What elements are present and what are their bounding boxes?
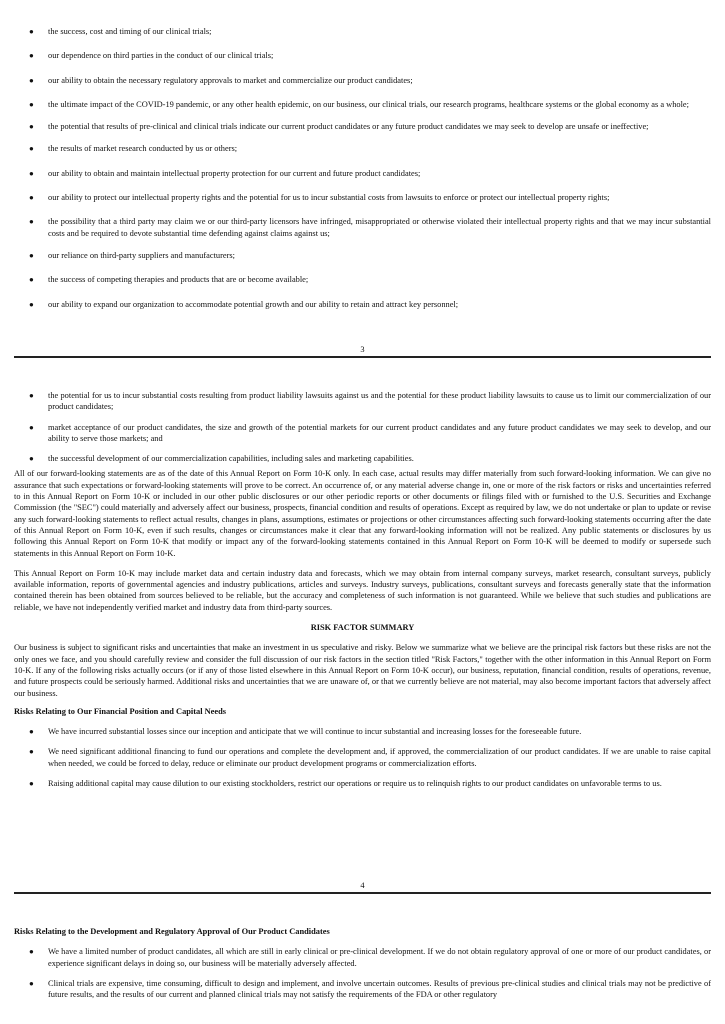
subsection-heading: Risks Relating to the Development and Regulatory Approval of Our Product Candidates [14,927,330,936]
list-item: ● We have a limited number of product candidates, all which are still in early clinical or pre-clinical development. If we do not obtain regulatory approval of one or more of our product candidates, or experience significant delays in doing so, our business will be materially adversely affected. [29,947,711,968]
summary-paragraph: Our business is subject to significant risks and uncertainties that make an investment in us speculative and risky. Below we summarize what we believe are the principal risk factors but these risks are not the only ones we face, and you should carefully review and consider the full discussion of our risk factors in the section titled "Risk Factors," together with the other information in this Annual Report on Form 10-K. If any of the following risks actually occurs (or if any of those listed elsewhere in this Annual Report on Form 10-K occur), our business, reputation, financial condition, results of operations, revenue, and future prospects could be seriously harmed. Additional risks and uncertainties that we are unaware of, or that we currently believe are not material, may also become important factors that adversely affect our business. [14,643,711,698]
bullet-icon: ● [29,747,34,757]
bullet-icon: ● [29,422,34,432]
list-item: ● our reliance on third-party suppliers and manufacturers; [29,250,235,260]
list-item: ● the potential that results of pre-clinical and clinical trials indicate our current product candidates or any future product candidates we may seek to develop are unsafe or ineffective; [29,122,649,132]
bullet-icon: ● [29,217,34,227]
bullet-icon: ● [29,727,34,737]
list-item: ● We need significant additional financing to fund our operations and complete the development and, if approved, the commercialization of our product candidates. If we are unable to raise capital when needed, we could be forced to delay, reduce or eliminate our product development programs or commercialization efforts. [29,747,711,768]
list-item: ● the success, cost and timing of our clinical trials; [29,27,212,36]
page-number: 4 [360,881,365,890]
page-divider [14,356,711,358]
bullet-icon: ● [29,947,34,957]
list-item: ● We have incurred substantial losses since our inception and anticipate that we will continue to incur substantial and increasing losses for the foreseeable future. [29,727,582,737]
bullet-icon: ● [29,391,34,400]
bullet-icon: ● [29,27,34,36]
bullet-icon: ● [29,193,34,203]
page-3-content [14,26,711,310]
market-data-paragraph: This Annual Report on Form 10-K may include market data and certain industry data and forecasts, which we may obtain from internal company surveys, market research, consultant surveys, publicly available information, reports of governmental agencies and industry publications, articles and surveys. Industry surveys, publications, consultant surveys and forecasts generally state that the information contained therein has been obtained from sources believed to be reliable, but the accuracy and completeness of such information is not guaranteed. While we believe that such studies and publications are reliable, we have not independently verified market and industry data from third-party sources. [14,568,711,612]
forward-looking-paragraph: All of our forward-looking statements are as of the date of this Annual Report on Form 10-K only. In each case, actual results may differ materially from such forward-looking information. We can give no assurance that such expectations or forward-looking statements will prove to be correct. An occurrence of, or any material adverse change in, one or more of the risk factors or risks and uncertainties referred to in this Annual Report on Form 10-K or included in our other public disclosures or our other periodic reports or other documents or filings filed with or furnished to the U.S. Securities and Exchange Commission (the "SEC") could materially and adversely affect our business, prospects, financial condition and results of operations. Except as required by law, we do not undertake or plan to update or revise any such forward-looking statements to reflect actual results, changes in plans, assumptions, estimates or projections or other circumstances affecting such forward-looking statements occurring after the date of this Annual Report on Form 10-K, even if such results, changes or circumstances make it clear that any forward-looking information will not be realized. Any public statements or disclosures by us following this Annual Report on Form 10-K that modify or impact any of the forward-looking statements contained in this Annual Report on Form 10-K will be deemed to modify or supersede such statements in this Annual Report on Form 10-K. [14,469,711,558]
list-item: ● Raising additional capital may cause dilution to our existing stockholders, restrict our operations or require us to relinquish rights to our product candidates on unfavorable terms to us. [29,779,662,789]
bullet-icon: ● [29,75,34,85]
list-item: ● our ability to protect our intellectual property rights and the potential for us to incur substantial costs from lawsuits to enforce or protect our intellectual property rights; [29,193,610,203]
list-item: ● our dependence on third parties in the conduct of our clinical trials; [29,51,274,61]
page-number: 3 [360,345,365,354]
bullet-icon: ● [29,144,34,154]
list-item: ● our ability to obtain and maintain intellectual property protection for our current and future product candidates; [29,168,421,178]
list-item: ● the potential for us to incur substantial costs resulting from product liability lawsuits against us and the potential for these product liability lawsuits to cause us to limit our commercialization of our product candidates; [29,391,711,412]
bullet-icon: ● [29,51,34,61]
bullet-icon: ● [29,250,34,260]
list-item: ● our ability to expand our organization to accommodate potential growth and our ability to retain and attract key personnel; [29,299,459,309]
list-item: ● the successful development of our commercialization capabilities, including sales and marketing capabilities. [29,454,414,464]
page-divider [14,892,711,894]
list-item: ● the ultimate impact of the COVID-19 pandemic, or any other health epidemic, on our business, our clinical trials, our research programs, healthcare systems or the global economy as a whole; [29,99,689,109]
list-item: ● Clinical trials are expensive, time consuming, difficult to design and implement, and involve uncertain outcomes. Results of previous pre-clinical studies and clinical trials may not be predictive of future results, and the results of our current and planned clinical trials may not satisfy the requirements of the FDA or other regulatory [29,978,711,1000]
page-5-content [14,926,711,1000]
bullet-icon: ● [29,454,34,464]
page-4-content [14,390,711,789]
section-title: RISK FACTOR SUMMARY [310,623,415,633]
bullet-icon: ● [29,122,34,132]
list-item: ● the success of competing therapies and products that are or become available; [29,275,309,285]
bullet-icon: ● [29,978,34,988]
list-item: ● the possibility that a third party may claim we or our third-party licensors have infringed, misappropriated or otherwise violated their intellectual property rights and that we may incur substantial costs and be required to devote substantial time defending against claims against us; [29,217,711,238]
list-item: ● market acceptance of our product candidates, the size and growth of the potential markets for our current product candidates and any future product candidates we may seek to develop, and our ability to serve those markets; and [29,422,711,443]
list-item: ● the results of market research conducted by us or others; [29,144,238,154]
bullet-icon: ● [29,299,34,309]
bullet-icon: ● [29,99,34,109]
bullet-icon: ● [29,779,34,789]
bullet-icon: ● [29,275,34,285]
list-item: ● our ability to obtain the necessary regulatory approvals to market and commercialize our product candidates; [29,75,413,85]
bullet-icon: ● [29,168,34,178]
subsection-heading: Risks Relating to Our Financial Position and Capital Needs [14,706,227,716]
